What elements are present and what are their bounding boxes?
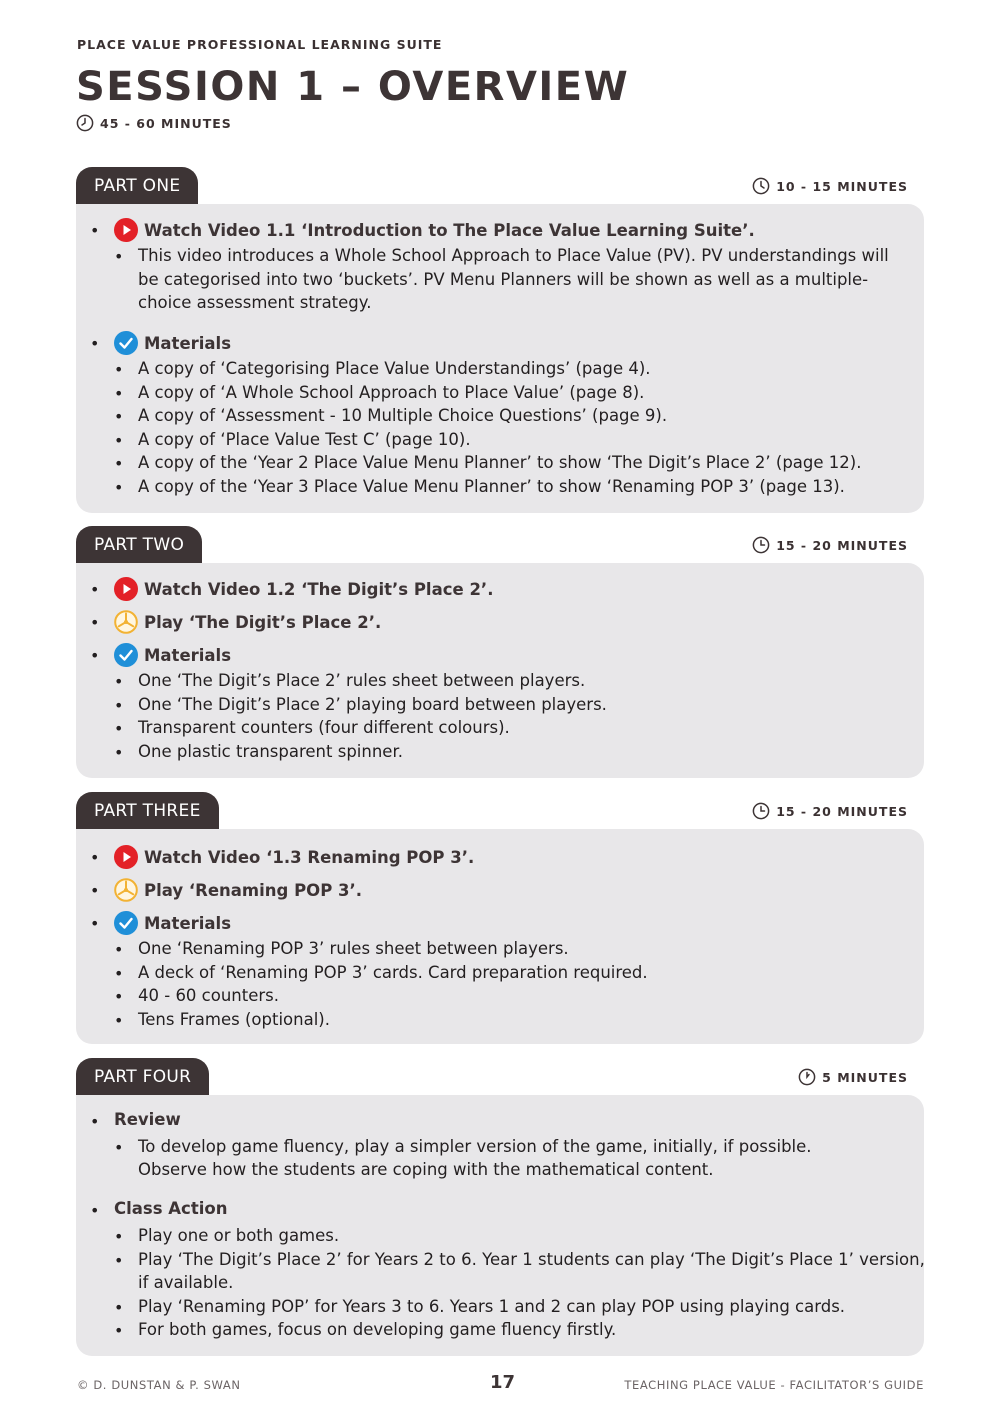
materials-item: A deck of ‘Renaming POP 3’ cards. Card preparation required. [138, 963, 648, 982]
play-item [114, 878, 362, 902]
materials-item: A copy of ‘Assessment - 10 Multiple Choice Questions’ (page 9). [138, 406, 668, 425]
bullet: • [90, 1201, 100, 1220]
part-three [76, 792, 924, 1044]
part-two-tab: PART TWO [76, 526, 202, 564]
page-number: 17 [490, 1372, 516, 1393]
play-title: Play ‘Renaming POP 3’. [144, 880, 363, 900]
session-duration [76, 114, 232, 132]
video-description-line: choice assessment strategy. [138, 293, 372, 312]
checkmark-icon [114, 911, 138, 935]
video-item [114, 218, 755, 242]
footer-guide-title: TEACHING PLACE VALUE - FACILITATOR’S GUIDE [624, 1378, 924, 1392]
bullet: • [114, 1321, 124, 1340]
part-one-time: 10 - 15 MINUTES [752, 177, 908, 195]
bullet: • [114, 987, 124, 1006]
materials-item: A copy of ‘A Whole School Approach to Place Value’ (page 8). [138, 383, 645, 402]
part-one [76, 167, 924, 513]
bullet: • [114, 1298, 124, 1317]
bullet: • [114, 478, 124, 497]
bullet: • [90, 646, 100, 665]
bullet: • [90, 848, 100, 867]
bullet: • [90, 221, 100, 240]
materials-item: One ‘The Digit’s Place 2’ rules sheet between players. [138, 671, 586, 690]
materials-item: Transparent counters (four different colours). [138, 718, 510, 737]
video-title: Watch Video ‘1.3 Renaming POP 3’. [144, 847, 475, 867]
part-four-panel [76, 1095, 924, 1356]
bullet: • [114, 360, 124, 379]
part-two-time: 15 - 20 MINUTES [752, 536, 908, 554]
bullet: • [114, 407, 124, 426]
bullet: • [114, 431, 124, 450]
play-video-icon [114, 577, 138, 601]
action-item: Play ‘The Digit’s Place 2’ for Years 2 to 6. Year 1 students can play ‘The Digit’s Place 1’ version, [138, 1250, 925, 1269]
bullet: • [114, 672, 124, 691]
video-title: Watch Video 1.1 ‘Introduction to The Place Value Learning Suite’. [144, 220, 755, 240]
materials-item: 40 - 60 counters. [138, 986, 280, 1005]
part-one-tab: PART ONE [76, 167, 198, 205]
bullet: • [114, 1251, 124, 1270]
bullet: • [90, 334, 100, 353]
part-four-time: 5 MINUTES [798, 1068, 908, 1086]
clock-icon [752, 802, 770, 820]
clock-icon [798, 1068, 816, 1086]
materials-item: A copy of the ‘Year 2 Place Value Menu Planner’ to show ‘The Digit’s Place 2’ (page 12). [138, 453, 862, 472]
page-title: SESSION 1 – OVERVIEW [76, 64, 630, 110]
review-line: Observe how the students are coping with the mathematical content. [138, 1160, 714, 1179]
bullet: • [114, 1011, 124, 1030]
materials-item: One ‘Renaming POP 3’ rules sheet between players. [138, 939, 569, 958]
bullet: • [114, 247, 124, 266]
play-item [114, 610, 381, 634]
materials-item: One ‘The Digit’s Place 2’ playing board between players. [138, 695, 607, 714]
materials-heading: Materials [114, 911, 231, 935]
part-two [76, 526, 924, 778]
review-line: To develop game fluency, play a simpler version of the game, initially, if possible. [138, 1137, 812, 1156]
play-video-icon [114, 845, 138, 869]
checkmark-icon [114, 331, 138, 355]
action-item: For both games, focus on developing game fluency firstly. [138, 1320, 617, 1339]
video-description-line: be categorised into two ‘buckets’. PV Menu Planners will be shown as well as a multiple- [138, 270, 869, 289]
video-description-line: This video introduces a Whole School Approach to Place Value (PV). PV understandings will [138, 246, 889, 265]
materials-item: A copy of ‘Categorising Place Value Understandings’ (page 4). [138, 359, 651, 378]
materials-heading: Materials [114, 331, 231, 355]
bullet: • [90, 914, 100, 933]
part-three-time: 15 - 20 MINUTES [752, 802, 908, 820]
clock-icon [76, 114, 94, 132]
part-four [76, 1058, 924, 1356]
bullet: • [114, 940, 124, 959]
bullet: • [90, 1112, 100, 1131]
clock-icon [752, 536, 770, 554]
bullet: • [114, 1227, 124, 1246]
materials-heading: Materials [114, 643, 231, 667]
bullet: • [90, 613, 100, 632]
checkmark-icon [114, 643, 138, 667]
action-item: Play one or both games. [138, 1226, 340, 1245]
bullet: • [114, 384, 124, 403]
bullet: • [114, 454, 124, 473]
review-heading: Review [114, 1110, 181, 1129]
part-three-panel [76, 829, 924, 1044]
video-title: Watch Video 1.2 ‘The Digit’s Place 2’. [144, 579, 494, 599]
bullet: • [90, 580, 100, 599]
part-one-panel [76, 204, 924, 513]
video-item [114, 845, 474, 869]
session-duration-text: 45 - 60 MINUTES [100, 115, 232, 131]
video-item [114, 577, 493, 601]
spinner-game-icon [114, 878, 138, 902]
bullet: • [114, 1138, 124, 1157]
suite-title: PLACE VALUE PROFESSIONAL LEARNING SUITE [77, 37, 443, 52]
bullet: • [114, 696, 124, 715]
materials-item: A copy of the ‘Year 3 Place Value Menu Planner’ to show ‘Renaming POP 3’ (page 13). [138, 477, 845, 496]
class-action-heading: Class Action [114, 1199, 228, 1218]
clock-icon [752, 177, 770, 195]
materials-item: A copy of ‘Place Value Test C’ (page 10). [138, 430, 471, 449]
action-item: Play ‘Renaming POP’ for Years 3 to 6. Years 1 and 2 can play POP using playing cards. [138, 1297, 846, 1316]
bullet: • [114, 719, 124, 738]
part-four-tab: PART FOUR [76, 1058, 209, 1096]
action-item: if available. [138, 1273, 234, 1292]
part-two-panel [76, 563, 924, 778]
play-video-icon [114, 218, 138, 242]
bullet: • [90, 881, 100, 900]
footer-copyright: © D. DUNSTAN & P. SWAN [77, 1378, 241, 1392]
materials-item: Tens Frames (optional). [138, 1010, 330, 1029]
part-three-tab: PART THREE [76, 792, 219, 830]
bullet: • [114, 743, 124, 762]
materials-item: One plastic transparent spinner. [138, 742, 403, 761]
play-title: Play ‘The Digit’s Place 2’. [144, 612, 382, 632]
bullet: • [114, 964, 124, 983]
spinner-game-icon [114, 610, 138, 634]
